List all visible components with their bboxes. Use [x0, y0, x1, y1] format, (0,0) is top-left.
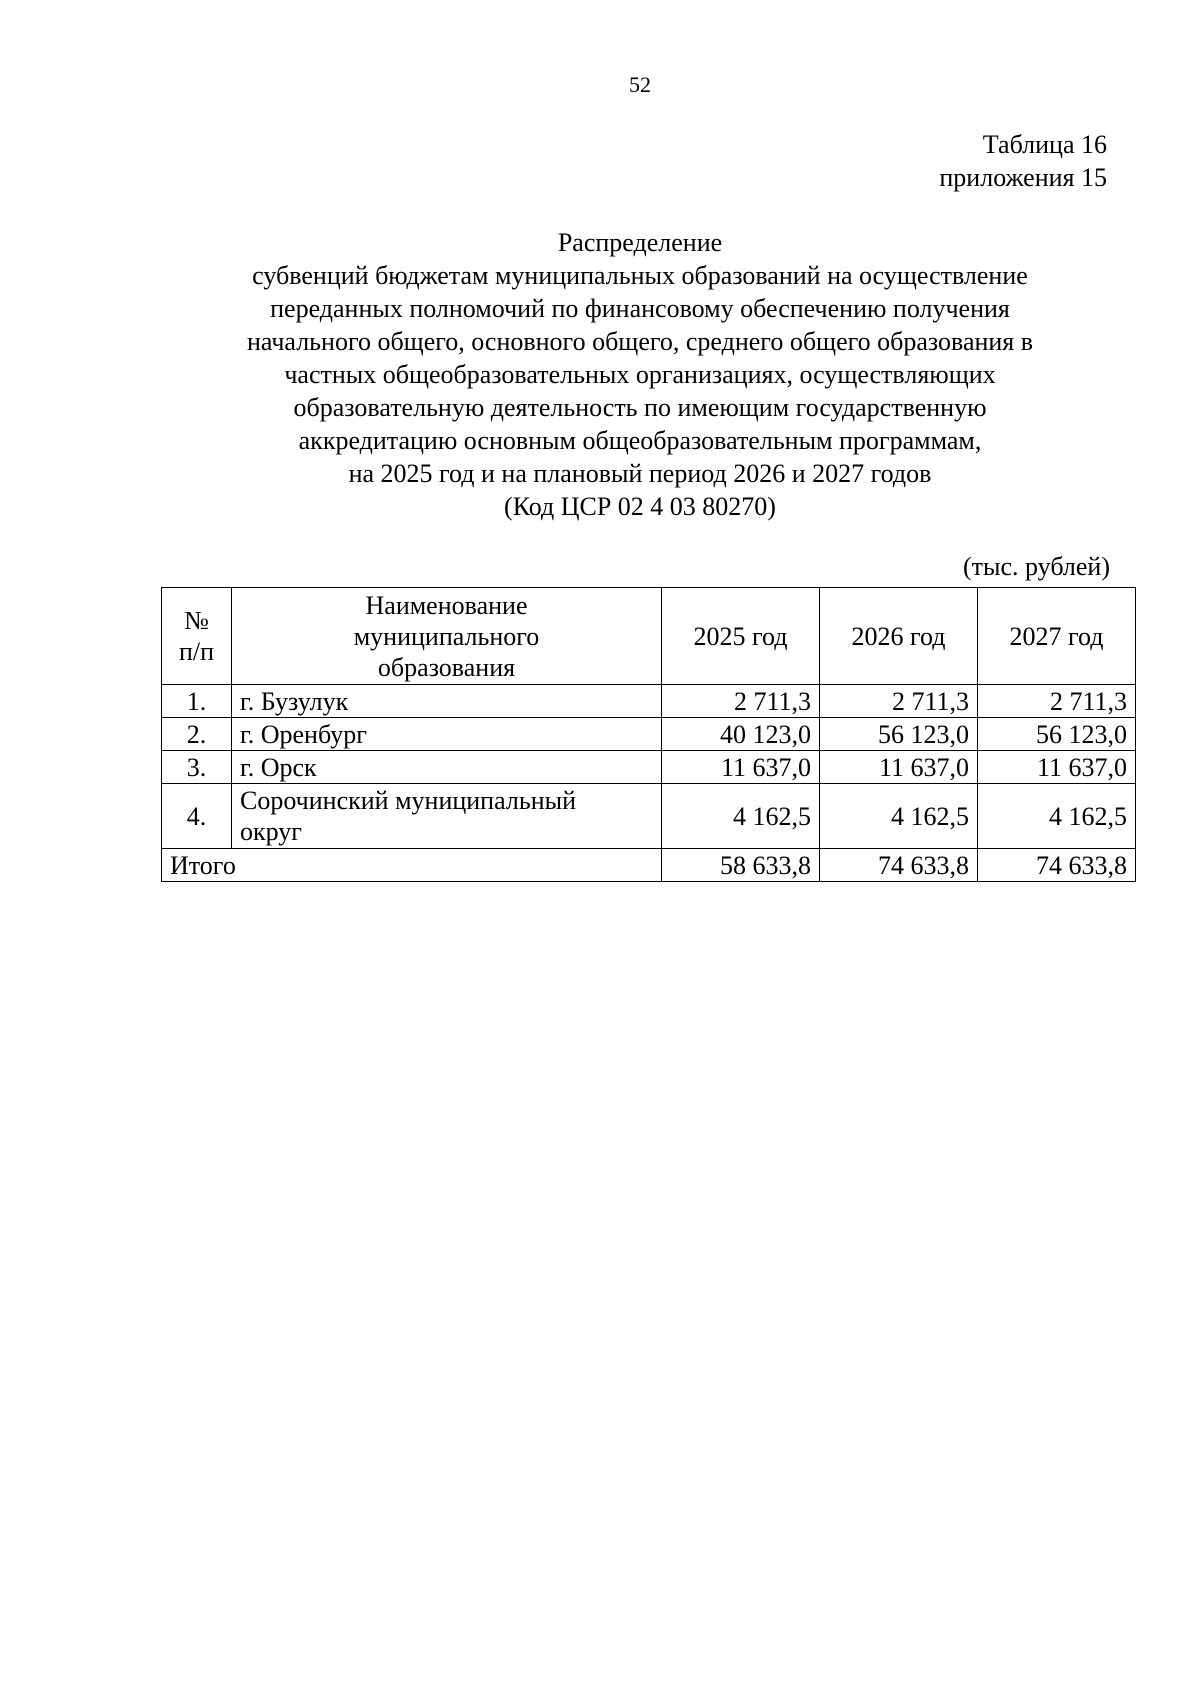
value-2027: 11 637,0	[978, 751, 1136, 784]
document-title	[160, 226, 1120, 523]
value-2025: 2 711,3	[662, 685, 820, 718]
value-2025: 4 162,5	[662, 784, 820, 849]
table-row	[162, 751, 1136, 784]
table-row	[162, 784, 1136, 849]
municipality-name	[232, 784, 662, 849]
value-2027: 56 123,0	[978, 718, 1136, 751]
value-2025: 11 637,0	[662, 751, 820, 784]
title-line: начального общего, основного общего, среднего общего образования в	[246, 327, 1034, 356]
value-2026: 11 637,0	[820, 751, 978, 784]
title-line: переданных полномочий по финансовому обеспечению получения	[270, 294, 1010, 323]
value-2027: 2 711,3	[978, 685, 1136, 718]
header-number-line2: п/п	[178, 637, 215, 666]
title-line: субвенций бюджетам муниципальных образований на осуществление	[252, 261, 1028, 290]
title-line: Распределение	[557, 228, 723, 257]
total-row	[162, 849, 1136, 882]
row-number: 2.	[162, 718, 232, 751]
header-name-line3: образования	[377, 652, 516, 682]
table-row	[162, 685, 1136, 718]
row-number: 1.	[162, 685, 232, 718]
total-2026: 74 633,8	[820, 849, 978, 882]
header-number	[162, 588, 232, 685]
value-2026: 4 162,5	[820, 784, 978, 849]
header-2027: 2027 год	[978, 588, 1136, 685]
municipality-name-line2: округ	[240, 817, 302, 846]
title-line: образовательную деятельность по имеющим государственную	[293, 393, 987, 422]
total-label: Итого	[162, 849, 662, 882]
title-line: частных общеобразовательных организациях, осуществляющих	[284, 360, 996, 389]
value-2026: 56 123,0	[820, 718, 978, 751]
title-line: аккредитацию основным общеобразовательным программам,	[298, 426, 982, 455]
header-name-line1: Наименование	[365, 590, 528, 620]
header-2026: 2026 год	[820, 588, 978, 685]
value-2026: 2 711,3	[820, 685, 978, 718]
municipality-name-line1: Сорочинский муниципальный	[240, 786, 576, 815]
header-number-line1: №	[184, 606, 209, 635]
value-2027: 4 162,5	[978, 784, 1136, 849]
value-2025: 40 123,0	[662, 718, 820, 751]
distribution-table	[161, 587, 1136, 882]
table-ref-line2: приложения 15	[939, 163, 1107, 192]
municipality-name: г. Бузулук	[232, 685, 662, 718]
units-label: (тыс. рублей)	[962, 552, 1110, 581]
title-line: (Код ЦСР 02 4 03 80270)	[504, 492, 776, 521]
title-line: на 2025 год и на плановый период 2026 и 2027 годов	[348, 459, 932, 488]
row-number: 3.	[162, 751, 232, 784]
table-reference	[939, 128, 1107, 194]
table-row	[162, 718, 1136, 751]
row-number: 4.	[162, 784, 232, 849]
table-header-row	[162, 588, 1136, 685]
header-name-line2: муниципального	[353, 621, 540, 651]
header-name	[232, 588, 662, 685]
total-2027: 74 633,8	[978, 849, 1136, 882]
municipality-name: г. Оренбург	[232, 718, 662, 751]
municipality-name: г. Орск	[232, 751, 662, 784]
total-2025: 58 633,8	[662, 849, 820, 882]
header-2025: 2025 год	[662, 588, 820, 685]
table-ref-line1: Таблица 16	[982, 130, 1107, 159]
page-number: 52	[629, 72, 651, 97]
